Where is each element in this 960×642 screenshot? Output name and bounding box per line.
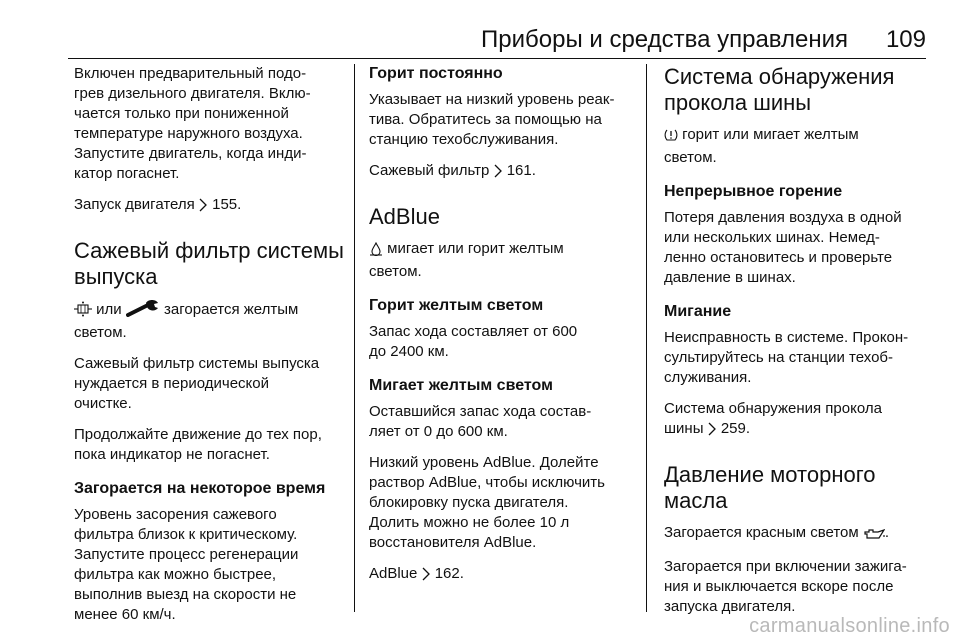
dpf-cleaning-paragraph: Сажевый фильтр системы выпуска нуждается в периодической очистке.: [74, 355, 320, 412]
continuous-paragraph: Потеря давления воздуха в одной или нескольких шинах. Немед- ленно остановитесь и проверьте давление в шинах.: [664, 209, 902, 286]
oil-can-icon: [863, 526, 885, 546]
column-divider-1: [354, 64, 355, 612]
constant-paragraph: Указывает на низкий уровень реак- тива. Обратитесь за помощью на станцию техобслуживания.: [369, 91, 615, 148]
engine-start-reference: Запуск двигателя 155.: [74, 195, 350, 218]
tpms-indicator-paragraph: горит или мигает желтым светом.: [664, 126, 859, 166]
adblue-section-title: AdBlue: [369, 204, 440, 229]
reference-arrow-icon: [708, 422, 717, 442]
blinking-heading: Мигание: [664, 303, 732, 320]
tire-pressure-icon: [664, 128, 678, 148]
header-rule: [68, 58, 926, 59]
dpf-section-title: Сажевый фильтр системы выпуска: [74, 238, 344, 289]
watermark: carmanualsonline.info: [749, 615, 950, 637]
oil-red-paragraph: Загорается красным светом .: [664, 523, 932, 546]
wrench-icon: [126, 299, 160, 323]
dpf-continue-paragraph: Продолжайте движение до тех пор, пока индикатор не погаснет.: [74, 426, 322, 463]
dpf-regeneration-paragraph: Уровень засорения сажевого фильтра близок к критическому. Запустите процесс регенерации фильтра как можно быстрее, выполнив выезд на скорости не менее 60 км/ч.: [74, 506, 299, 623]
reference-arrow-icon: [422, 567, 431, 587]
oil-ignition-paragraph: Загорается при включении зажига- ния и выключается вскоре после запуска двигателя.: [664, 558, 907, 615]
yellow-blink-heading: Мигает желтым светом: [369, 377, 553, 394]
dpf-temporary-heading: Загорается на некоторое время: [74, 480, 326, 497]
blinking-paragraph: Неисправность в системе. Прокон- сультируйтесь на станции техоб- служивания.: [664, 329, 909, 386]
blink-refill-paragraph: Низкий уровень AdBlue. Долейте раствор AdBlue, чтобы исключить блокировку пуска двигателя. Долить можно не более 10 л восстановителя AdBlue.: [369, 454, 605, 551]
dpf-indicator-paragraph: или загорается желтым светом.: [74, 301, 299, 341]
reference-arrow-icon: [494, 164, 503, 184]
continuous-heading: Непрерывное горение: [664, 183, 843, 200]
page-number: 109: [885, 26, 926, 53]
yellow-steady-heading: Горит желтым светом: [369, 297, 544, 314]
header-title: Приборы и средства управления: [481, 26, 848, 53]
tpms-section-title: Система обнаружения прокола шины: [664, 64, 895, 115]
column-1: [74, 64, 350, 623]
yellow-steady-paragraph: Запас хода составляет от 600 до 2400 км.: [369, 323, 578, 360]
constant-heading: Горит постоянно: [369, 65, 503, 82]
column-divider-2: [646, 64, 647, 612]
adblue-reference: AdBlue 162.: [369, 564, 633, 587]
particulate-filter-icon: [74, 301, 92, 323]
adblue-warning-icon: [369, 242, 383, 262]
column-3: [664, 64, 932, 615]
filter-reference: Сажевый фильтр 161.: [369, 161, 633, 184]
tpms-reference: Система обнаружения прокола шины 259.: [664, 399, 932, 442]
preheat-paragraph: Включен предварительный подо- грев дизельного двигателя. Вклю- чается только при пониженной температуре наружного воздуха. Запустите двигатель, когда инди- катор погаснет.: [74, 65, 311, 182]
reference-arrow-icon: [199, 198, 208, 218]
blink-range-paragraph: Оставшийся запас хода состав- ляет от 0 до 600 км.: [369, 403, 592, 440]
oil-pressure-section-title: Давление моторного масла: [664, 462, 876, 513]
adblue-indicator-paragraph: мигает или горит желтым светом.: [369, 240, 564, 280]
page-header: [0, 0, 960, 56]
column-2: [369, 64, 633, 609]
